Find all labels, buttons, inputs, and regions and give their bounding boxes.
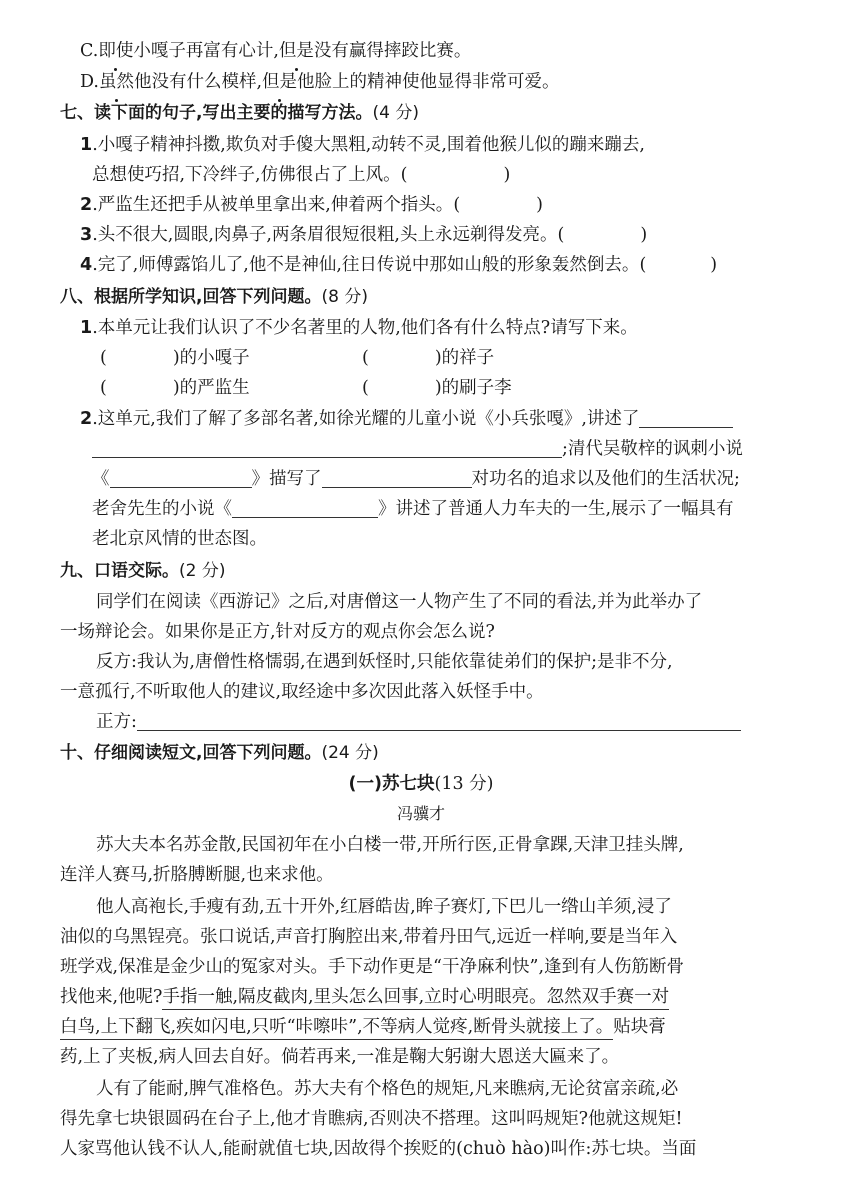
s8-char-blank-4: ( )的刷子李	[362, 378, 512, 398]
article-author: 冯骥才	[396, 804, 445, 823]
s8-question-2-l5: 老北京风情的世态图。	[92, 529, 267, 549]
s9-answer: 正方:	[96, 707, 741, 737]
section-8-heading: 八、根据所学知识,回答下列问题。(8 分)	[60, 287, 368, 307]
s7-question-1: 1.小嘎子精神抖擞,欺负对手傻大黑粗,动转不灵,围着他猴儿似的蹦来蹦去,	[80, 135, 645, 155]
s9-para2-l2: 一意孤行,不听取他人的建议,取经途中多次因此落入妖怪手中。	[60, 682, 544, 702]
article-title: (一)苏七块(13 分)	[348, 774, 494, 794]
underlined-sentence-a: 手指一触,隔皮截肉,里头怎么回事,立时心明眼亮。忽然双手赛一对	[162, 987, 669, 1010]
para3-l2: 得先拿七块银圆码在台子上,他才肯瞧病,否则决不搭理。这叫吗规矩?他就这规矩!	[60, 1109, 683, 1129]
s8-question-2-l2: ;清代吴敬梓的讽刺小说	[92, 434, 743, 464]
para2-l5: 白鸟,上下翻飞,疾如闪电,只听“咔嚓咔”,不等病人觉疼,断骨头就接上了。贴块膏	[60, 1012, 666, 1042]
option-c: C.即使小嘎子再富有心计,但是没有赢得摔跤比赛。	[80, 36, 471, 66]
para2-l2: 油似的乌黑锃亮。张口说话,声音打胸腔出来,带着丹田气,远近一样响,要是当年入	[60, 927, 678, 947]
underlined-sentence-b: 白鸟,上下翻飞,疾如闪电,只听“咔嚓咔”,不等病人觉疼,断骨头就接上了。	[60, 1017, 613, 1040]
s8-question-2: 2.这单元,我们了解了多部名著,如徐光耀的儿童小说《小兵张嘎》,讲述了	[80, 404, 733, 434]
para2-l3: 班学戏,保准是金少山的冤家对头。手下动作更是“干净麻利快”,逢到有人伤筋断骨	[60, 957, 685, 977]
s7-question-4: 4.完了,师傅露馅儿了,他不是神仙,往日传说中那如山般的形象轰然倒去。( )	[80, 255, 718, 275]
s8-char-blank-2: ( )的祥子	[362, 348, 495, 368]
s7-question-2: 2.严监生还把手从被单里拿出来,伸着两个指头。( )	[80, 195, 543, 215]
fill-line-8-2c[interactable]	[110, 467, 252, 488]
para2-l1: 他人高袍长,手瘦有劲,五十开外,红唇皓齿,眸子赛灯,下巴儿一绺山羊须,浸了	[96, 897, 672, 917]
para2-l6: 药,上了夹板,病人回去自好。倘若再来,一准是鞠大躬谢大恩送大匾来了。	[60, 1047, 620, 1067]
s8-question-1: 1.本单元让我们认识了不少名著里的人物,他们各有什么特点?请写下来。	[80, 318, 638, 338]
fill-line-8-2b[interactable]	[92, 437, 562, 458]
para2-l4: 找他来,他呢?手指一触,隔皮截肉,里头怎么回事,立时心明眼亮。忽然双手赛一对	[60, 982, 669, 1012]
fill-line-9[interactable]	[137, 710, 741, 731]
s7-question-1-cont: 总想使巧招,下冷绊子,仿佛很占了上风。( )	[92, 165, 511, 185]
s9-para2-l1: 反方:我认为,唐僧性格懦弱,在遇到妖怪时,只能依靠徒弟们的保护;是非不分,	[96, 652, 673, 672]
para3-l1: 人有了能耐,脾气准格色。苏大夫有个格色的规矩,凡来瞧病,无论贫富亲疏,必	[96, 1079, 679, 1099]
fill-line-8-2a[interactable]	[639, 407, 733, 428]
s8-question-2-l3: 《 》描写了 对功名的追求以及他们的生活状况;	[92, 469, 740, 489]
para1-l2: 连洋人赛马,折胳膊断腿,也来求他。	[60, 865, 334, 885]
section-9-heading: 九、口语交际。(2 分)	[60, 561, 226, 581]
s7-question-3: 3.头不很大,圆眼,肉鼻子,两条眉很短很粗,头上永远剃得发亮。( )	[80, 225, 648, 245]
s9-para1-l2: 一场辩论会。如果你是正方,针对反方的观点你会怎么说?	[60, 622, 495, 642]
para3-l3: 人家骂他认钱不认人,能耐就值七块,因故得个挨贬的(chuò hào)叫作:苏七块。当面	[60, 1139, 697, 1159]
fill-line-8-2d[interactable]	[322, 467, 472, 488]
s9-para1-l1: 同学们在阅读《西游记》之后,对唐僧这一人物产生了不同的看法,并为此举办了	[96, 592, 703, 612]
para1-l1: 苏大夫本名苏金散,民国初年在小白楼一带,开所行医,正骨拿踝,天津卫挂头牌,	[96, 835, 684, 855]
option-d: D.虽然他没有什么模样,但是他脸上的精神使他显得非常可爱。	[80, 67, 560, 97]
fill-line-8-2e[interactable]	[232, 497, 378, 518]
s8-char-blank-1: ( )的小嘎子	[100, 348, 250, 368]
s8-question-2-l4: 老舍先生的小说《 》讲述了普通人力车夫的一生,展示了一幅具有	[92, 499, 734, 519]
section-7-heading: 七、读下面的句子,写出主要的描写方法。(4 分)	[60, 103, 419, 123]
section-10-heading: 十、仔细阅读短文,回答下列问题。(24 分)	[60, 743, 379, 763]
s8-char-blank-3: ( )的严监生	[100, 378, 250, 398]
